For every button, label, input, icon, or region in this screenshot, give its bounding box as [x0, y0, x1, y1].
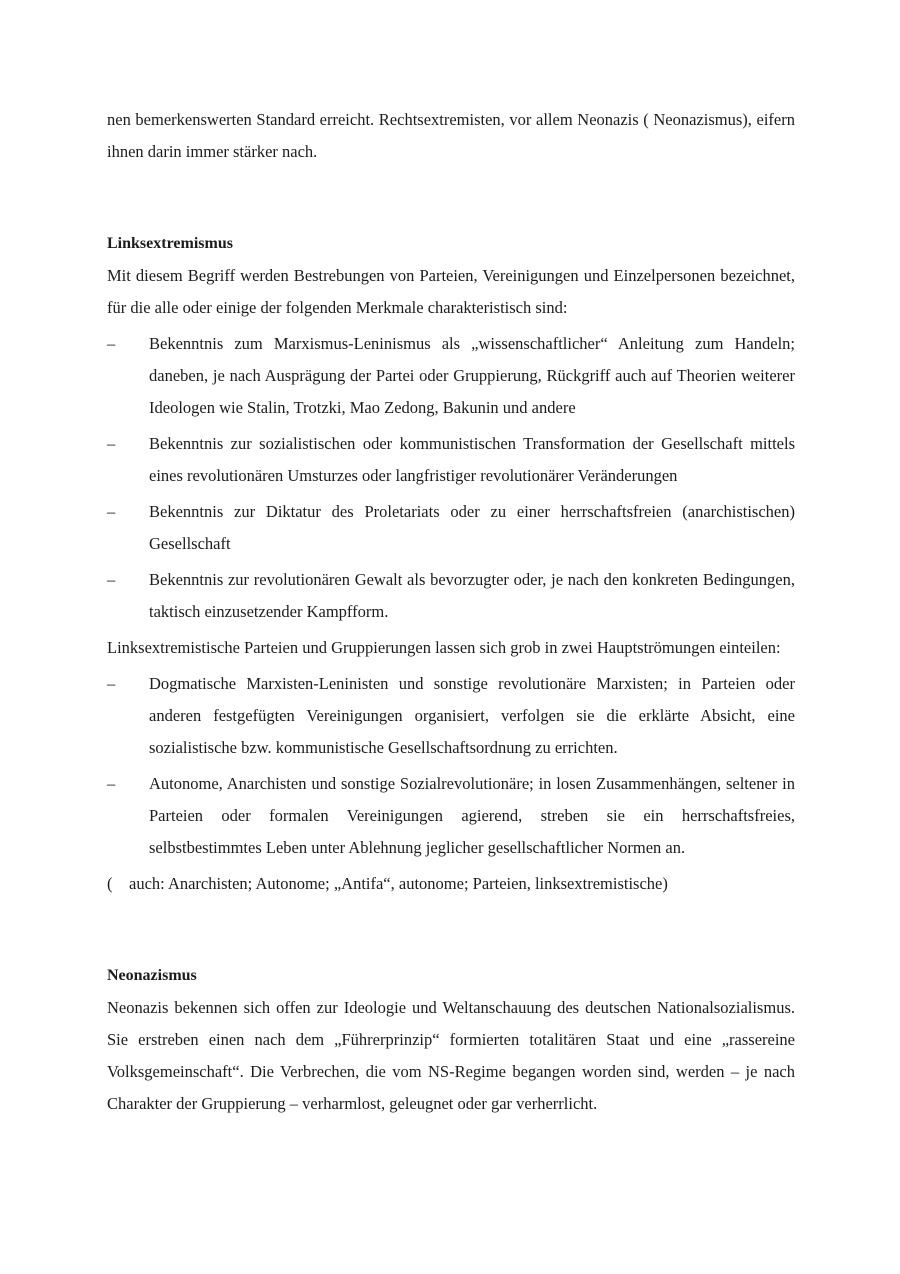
dash-bullet: –	[107, 434, 116, 453]
list-item-text: Bekenntnis zur revolutionären Gewalt als bevorzugter oder, je nach den konkreten Bedingungen, taktisch einzusetzender Kampfform.	[149, 570, 795, 621]
list-item-text: Bekenntnis zur sozialistischen oder kommunistischen Transformation der Gesellschaft mittels eines revolutionären Umsturzes oder langfristiger revolutionärer Veränderungen	[149, 434, 795, 485]
section-neonazismus	[107, 960, 795, 1120]
see-also-text: auch: Anarchisten; Autonome; „Antifa“, autonome; Parteien, linksextremistische)	[129, 874, 668, 893]
see-also-open-paren: (	[107, 874, 113, 893]
list-item-text: Bekenntnis zum Marxismus-Leninismus als „wissenschaftlicher“ Anleitung zum Handeln; daneben, je nach Ausprägung der Partei oder Gruppierung, Rückgriff auch auf Theorien weiterer Ideologen wie Stalin, Trotzki, Mao Zedong, Bakunin und andere	[149, 334, 795, 417]
section-linksextremismus	[107, 228, 795, 900]
see-also-reference	[107, 868, 795, 900]
neonazismus-paragraph: Neonazis bekennen sich offen zur Ideologie und Weltanschauung des deutschen Nationalsozialismus. Sie erstreben einen nach dem „Führerprinzip“ formierten totalitären Staat und eine „rassereine Volksgemeinschaft“. Die Verbrechen, die vom NS-Regime begangen worden sind, werden – je nach Charakter der Gruppierung – verharmlost, geleugnet oder gar verherrlicht.	[107, 998, 795, 1113]
section-spacer	[107, 900, 795, 960]
list-item-text: Dogmatische Marxisten-Leninisten und sonstige revolutionäre Marxisten; in Parteien oder anderen festgefügten Vereinigungen organisiert, verfolgen sie die erklärte Absicht, eine sozialistische bzw. kommunistische Gesellschaftsordnung zu errichten.	[149, 674, 795, 757]
intro-paragraph: nen bemerkenswerten Standard erreicht. Rechtsextremisten, vor allem Neonazis ( Neonazismus), eifern ihnen darin immer stärker nach.	[107, 110, 795, 161]
section-heading-linksextremismus: Linksextremismus	[107, 235, 233, 252]
list-item	[107, 668, 795, 764]
feature-list	[107, 328, 795, 628]
list-item-text: Bekenntnis zur Diktatur des Proletariats oder zu einer herrschaftsfreien (anarchistischen) Gesellschaft	[149, 502, 795, 553]
list-item-text: Autonome, Anarchisten und sonstige Sozialrevolutionäre; in losen Zusammenhängen, seltener in Parteien oder formalen Vereinigungen agierend, streben sie ein herrschaftsfreies, selbstbestimmtes Leben unter Ablehnung jeglicher gesellschaftlicher Normen an.	[149, 774, 795, 857]
document-page	[107, 104, 795, 1120]
dash-bullet: –	[107, 570, 116, 589]
linksextremismus-intro: Mit diesem Begriff werden Bestrebungen von Parteien, Vereinigungen und Einzelpersonen bezeichnet, für die alle oder einige der folgenden Merkmale charakteristisch sind:	[107, 266, 795, 317]
list-item	[107, 564, 795, 628]
currents-list	[107, 668, 795, 864]
list-item	[107, 428, 795, 492]
list-item	[107, 496, 795, 560]
dash-bullet: –	[107, 774, 116, 793]
section-heading-neonazismus: Neonazismus	[107, 967, 197, 984]
list-item	[107, 328, 795, 424]
section-spacer	[107, 168, 795, 228]
dash-bullet: –	[107, 502, 116, 521]
list-item	[107, 768, 795, 864]
currents-intro: Linksextremistische Parteien und Gruppierungen lassen sich grob in zwei Hauptströmungen einteilen:	[107, 638, 781, 657]
dash-bullet: –	[107, 334, 116, 353]
dash-bullet: –	[107, 674, 116, 693]
